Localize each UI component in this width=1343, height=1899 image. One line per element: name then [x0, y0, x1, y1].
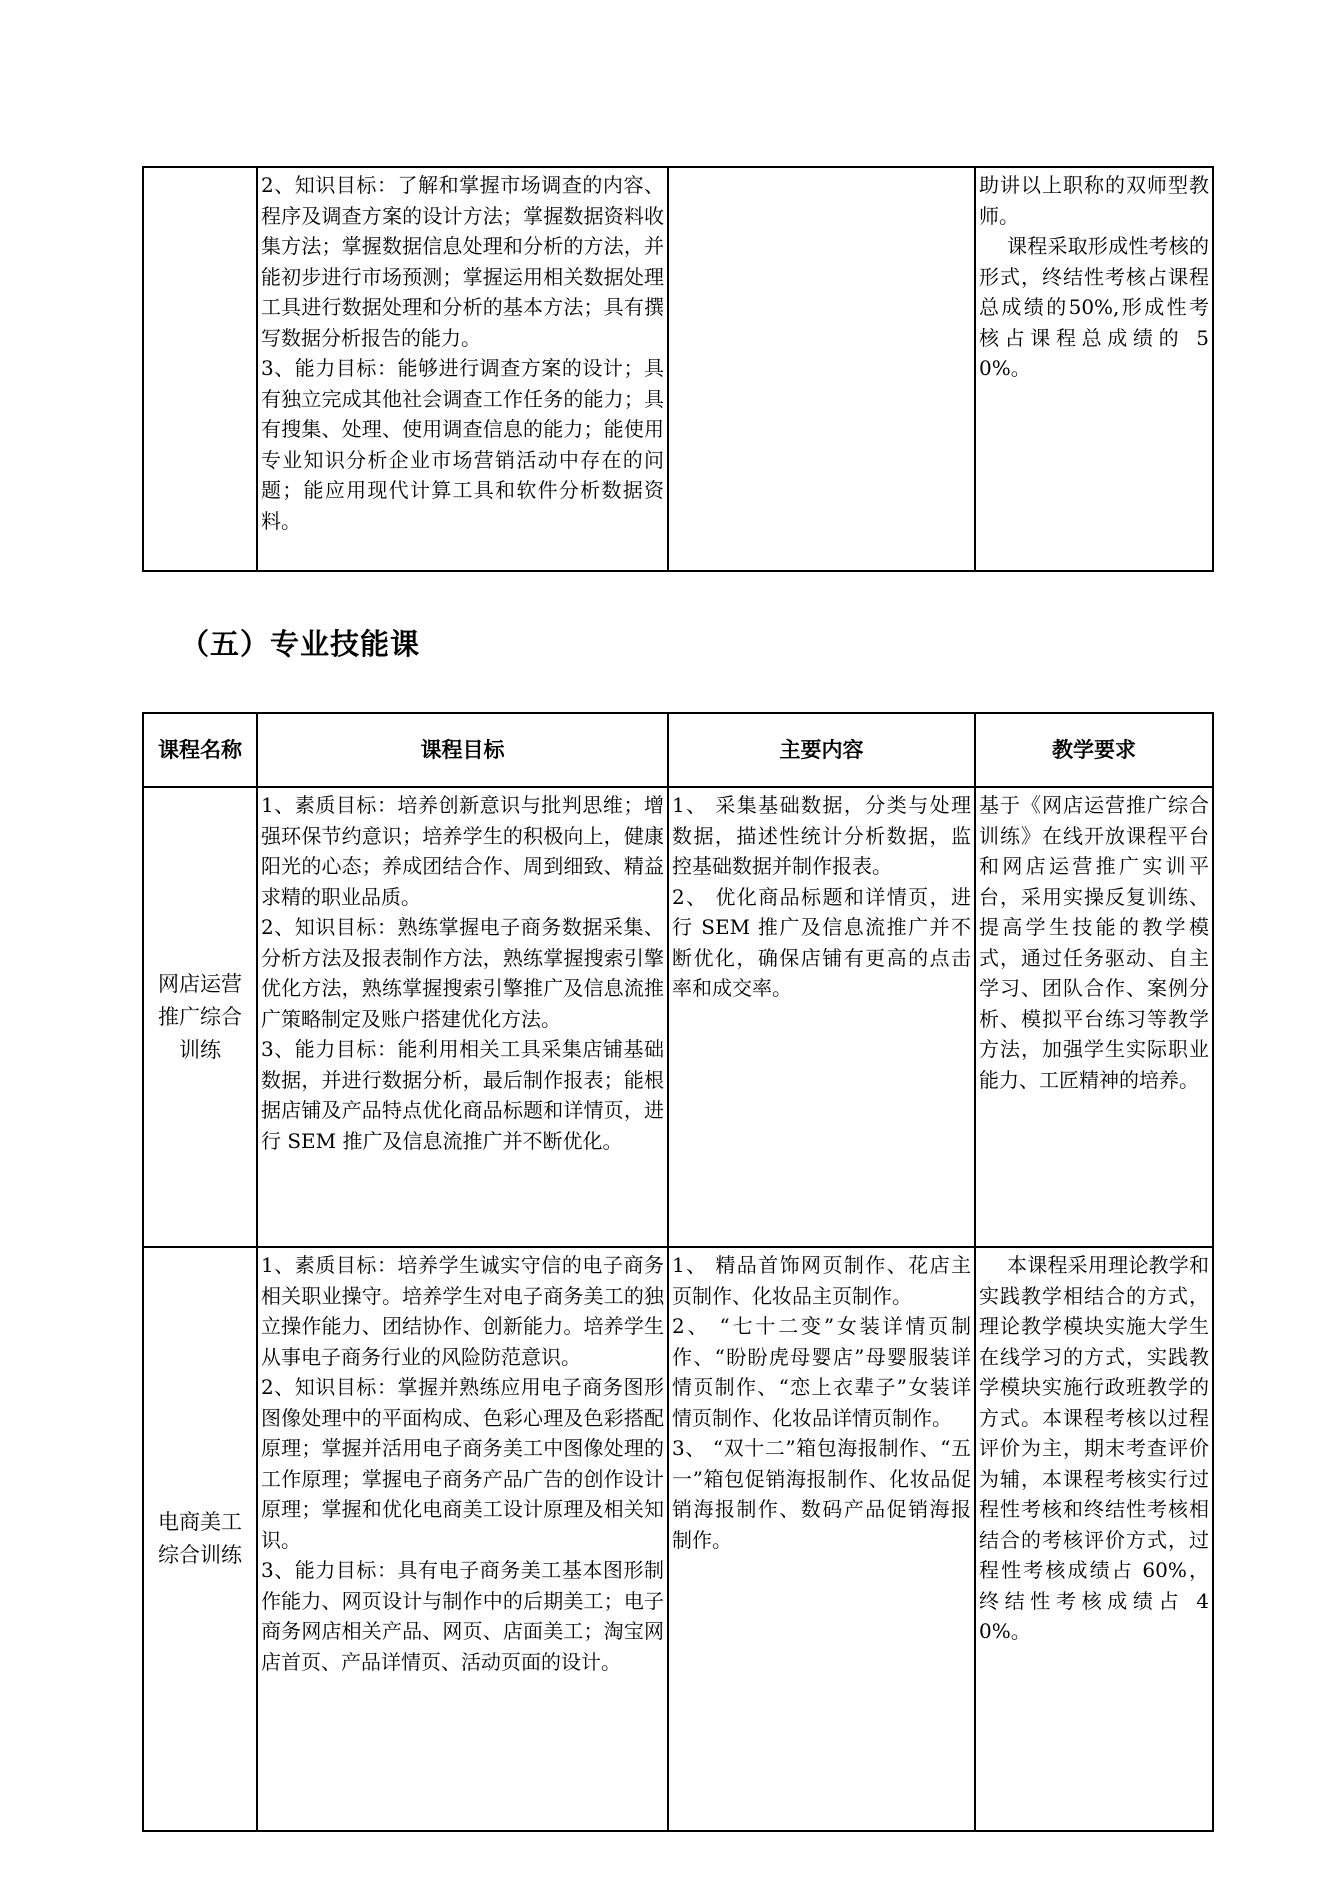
goal-paragraph: 2、知识目标：掌握并熟练应用电子商务图形图像处理中的平面构成、色彩心理及色彩搭配原理；掌握并活用电子商务美工中图像处理的工作原理；掌握电子商务产品广告的创作设计原理；掌握和优化电商美工设计原理及相关知识。 — [261, 1375, 664, 1552]
goal-paragraph: 1、素质目标：培养学生诚实守信的电子商务相关职业操守。培养学生对电子商务美工的独立操作能力、团结协作、创新能力。培养学生从事电子商务行业的风险防范意识。 — [261, 1253, 664, 1369]
goal-paragraph: 2、知识目标：熟练掌握电子商务数据采集、分析方法及报表制作方法，熟练掌握搜索引擎优化方法，熟练掌握搜索引擎推广及信息流推广策略制定及账户搭建优化方法。 — [261, 915, 664, 1031]
continued-course-table — [142, 166, 1214, 572]
content-paragraph: 1、 精品首饰网页制作、花店主页制作、化妆品主页制作。 — [672, 1253, 971, 1308]
section-heading: （五）专业技能课 — [180, 627, 421, 661]
content-paragraph: 3、 “双十二”箱包海报制作、“五一”箱包促销海报制作、化妆品促销海报制作、数码产品促销海报制作。 — [672, 1436, 971, 1552]
goal-paragraph: 3、能力目标：能利用相关工具采集店铺基础数据，并进行数据分析，最后制作报表；能根据店铺及产品特点优化商品标题和详情页，进行 SEM 推广及信息流推广并不断优化。 — [261, 1037, 664, 1153]
teaching-requirements-cell — [975, 787, 1213, 1247]
course-goals-cell — [257, 167, 668, 571]
table-row — [143, 787, 1213, 1247]
goal-paragraph: 1、素质目标：培养创新意识与批判思维；增强环保节约意识；培养学生的积极向上，健康阳光的心态；养成团结合作、周到细致、精益求精的职业品质。 — [261, 793, 664, 909]
main-content-cell — [668, 1247, 975, 1831]
content-paragraph: 1、 采集基础数据，分类与处理数据，描述性统计分析数据，监控基础数据并制作报表。 — [672, 793, 971, 878]
header-main-content: 主要内容 — [668, 713, 975, 787]
content-paragraph: 2、 “七十二变”女装详情页制作、“盼盼虎母婴店”母婴服装详情页制作、“恋上衣辈子”女装详情页制作、化妆品详情页制作。 — [672, 1314, 971, 1430]
goal-paragraph: 3、能力目标：能够进行调查方案的设计；具有独立完成其他社会调查工作任务的能力；具有搜集、处理、使用调查信息的能力；能使用专业知识分析企业市场营销活动中存在的问题；能应用现代计算工具和软件分析数据资料。 — [261, 356, 664, 533]
header-course-name: 课程名称 — [143, 713, 257, 787]
table-row — [143, 1247, 1213, 1831]
course-table — [142, 712, 1214, 1832]
course-name-cell: 网店运营推广综合训练 — [143, 787, 257, 1247]
teaching-requirements-cell — [975, 167, 1213, 571]
course-name-cell — [143, 167, 257, 571]
goal-paragraph: 2、知识目标：了解和掌握市场调查的内容、程序及调查方案的设计方法；掌握数据资料收集方法；掌握数据信息处理和分析的方法，并能初步进行市场预测；掌握运用相关数据处理工具进行数据处理和分析的基本方法；具有撰写数据分析报告的能力。 — [261, 173, 664, 350]
requirement-paragraph: 基于《网店运营推广综合训练》在线开放课程平台和网店运营推广实训平台，采用实操反复训练、提高学生技能的教学模式，通过任务驱动、自主学习、团队合作、案例分析、模拟平台练习等教学方法，加强学生实际职业能力、工匠精神的培养。 — [979, 793, 1209, 1092]
course-goals-cell — [257, 787, 668, 1247]
requirement-paragraph: 课程采取形成性考核的形式，终结性考核占课程总成绩的50%,形成性考核占课程总成绩的 50%。 — [979, 234, 1209, 380]
teaching-requirements-cell — [975, 1247, 1213, 1831]
requirement-paragraph: 助讲以上职称的双师型教师。 — [979, 173, 1209, 228]
header-course-goals: 课程目标 — [257, 713, 668, 787]
goal-paragraph: 3、能力目标：具有电子商务美工基本图形制作能力、网页设计与制作中的后期美工；电子商务网店相关产品、网页、店面美工；淘宝网店首页、产品详情页、活动页面的设计。 — [261, 1558, 664, 1674]
table-row — [143, 167, 1213, 571]
header-teaching-requirements: 教学要求 — [975, 713, 1213, 787]
course-name-cell: 电商美工综合训练 — [143, 1247, 257, 1831]
requirement-paragraph: 本课程采用理论教学和实践教学相结合的方式，理论教学模块实施大学生在线学习的方式，实践教学模块实施行政班教学的方式。本课程考核以过程评价为主，期末考查评价为辅，本课程考核实行过程性考核和终结性考核相结合的考核评价方式，过程性考核成绩占 60%，终结性考核成绩占 40%。 — [979, 1253, 1209, 1643]
course-goals-cell — [257, 1247, 668, 1831]
main-content-cell — [668, 167, 975, 571]
content-paragraph: 2、 优化商品标题和详情页，进行 SEM 推广及信息流推广并不断优化，确保店铺有更高的点击率和成交率。 — [672, 884, 971, 1000]
main-content-cell — [668, 787, 975, 1247]
table-header-row — [143, 713, 1213, 787]
